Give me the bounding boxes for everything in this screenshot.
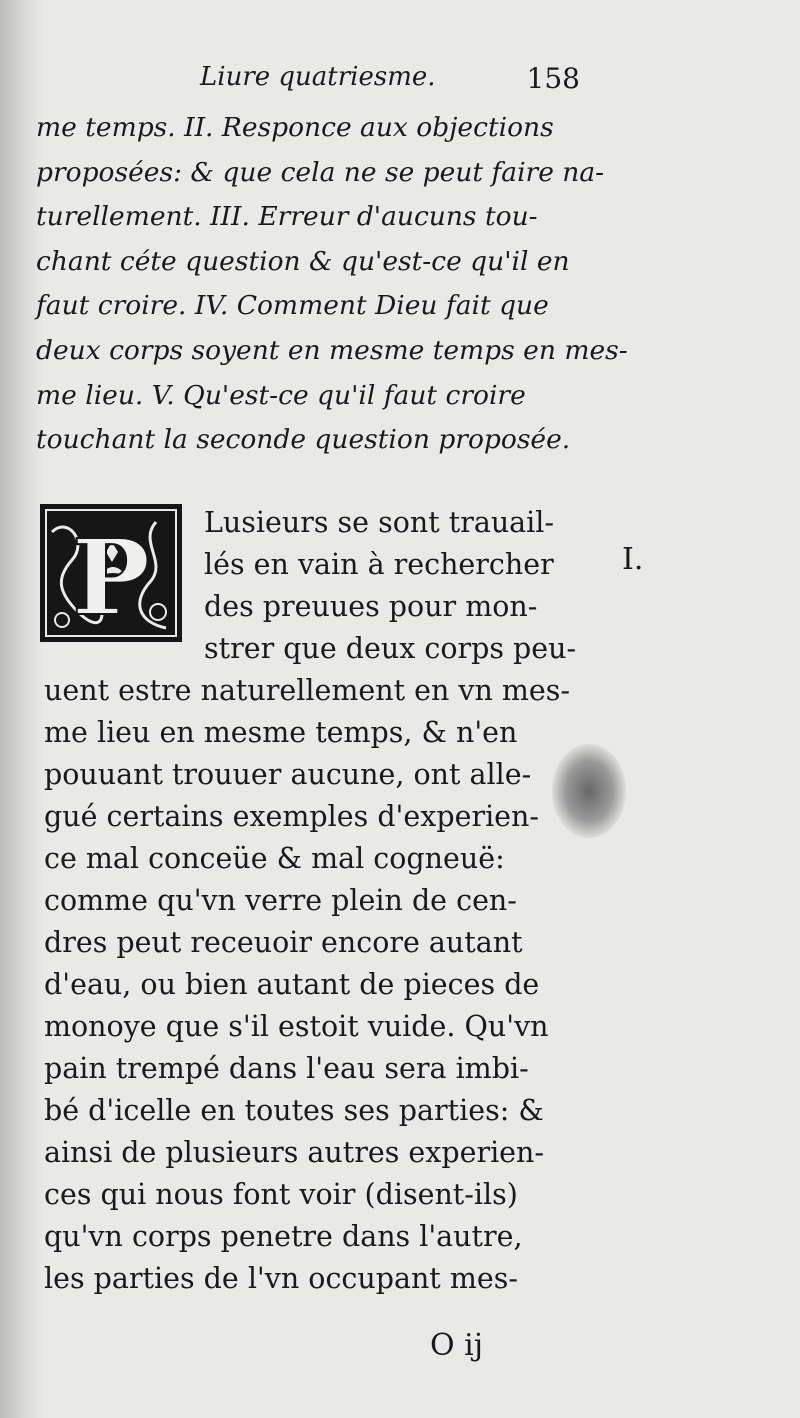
body-line: d'eau, ou bien autant de pieces de	[44, 968, 540, 1001]
summary-line: proposées: & que cela ne se peut faire na-	[36, 156, 605, 188]
body-line: ce mal conceüe & mal cogneuë:	[44, 842, 505, 875]
body-line: qu'vn corps penetre dans l'autre,	[44, 1220, 523, 1253]
summary-line: faut croire. IV. Comment Dieu fait que	[36, 290, 549, 322]
body-line: comme qu'vn verre plein de cen-	[44, 884, 517, 917]
chapter-summary	[36, 106, 628, 463]
summary-line: me lieu. V. Qu'est-ce qu'il faut croire	[36, 379, 526, 411]
summary-line: turellement. III. Erreur d'aucuns tou-	[36, 201, 538, 233]
ink-stain	[552, 744, 626, 838]
dropcap-letter: P	[71, 516, 151, 639]
body-line: dres peut receuoir encore autant	[44, 926, 523, 959]
signature-mark: O ij	[430, 1328, 484, 1363]
summary-line: deux corps soyent en mesme temps en mes-	[36, 334, 628, 366]
body-line: strer que deux corps peu-	[204, 632, 577, 665]
body-line: bé d'icelle en toutes ses parties: &	[44, 1094, 544, 1127]
summary-line: touchant la seconde question proposée.	[36, 424, 571, 456]
body-line: pain trempé dans l'eau sera imbi-	[44, 1052, 529, 1085]
body-line: ainsi de plusieurs autres experien-	[44, 1136, 545, 1169]
body-line: des preuues pour mon-	[204, 590, 538, 623]
summary-line: chant céte question & qu'est-ce qu'il en	[36, 245, 570, 277]
running-title: Liure quatriesme.	[200, 62, 436, 92]
body-line: monoye que s'il estoit vuide. Qu'vn	[44, 1010, 549, 1043]
body-line: ces qui nous font voir (disent-ils)	[44, 1178, 518, 1211]
body-line: Lusieurs se sont trauail-	[204, 506, 555, 539]
body-line: les parties de l'vn occupant mes-	[44, 1262, 518, 1295]
body-line: me lieu en mesme temps, & n'en	[44, 716, 518, 749]
page-number: 158	[526, 62, 580, 95]
summary-line: me temps. II. Responce aux objections	[36, 112, 554, 143]
body-line: lés en vain à rechercher	[204, 548, 554, 581]
margin-note: I.	[622, 542, 644, 577]
page-header	[200, 62, 580, 102]
body-line: gué certains exemples d'experien-	[44, 800, 540, 833]
body-text	[44, 502, 604, 1300]
body-line: pouuant trouuer aucune, ont alle-	[44, 758, 532, 791]
body-line: uent estre naturellement en vn mes-	[44, 674, 571, 707]
